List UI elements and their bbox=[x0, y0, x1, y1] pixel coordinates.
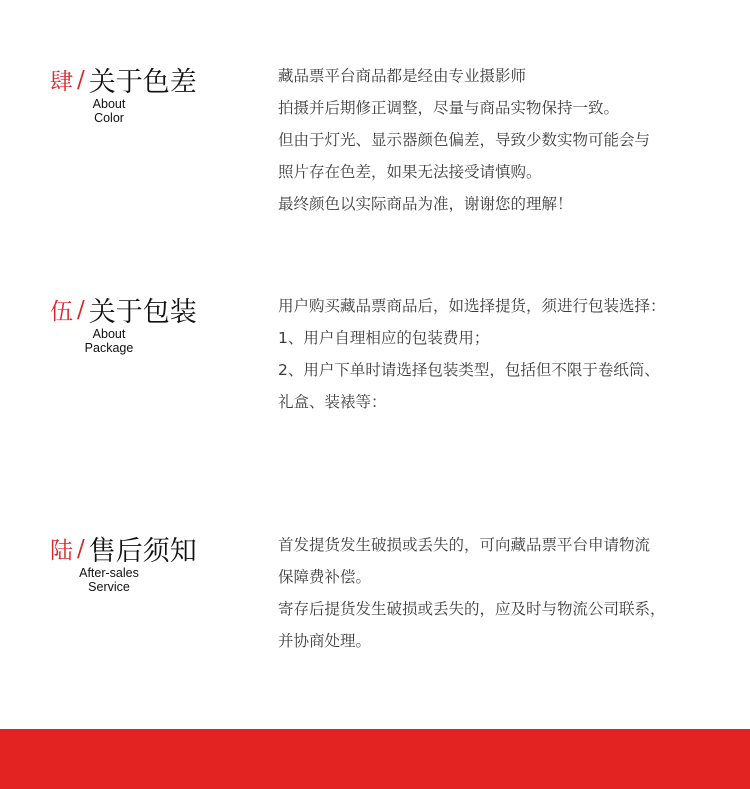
section-body bbox=[278, 529, 718, 657]
body-line: 2、用户下单时请选择包装类型，包括但不限于卷纸筒、 bbox=[278, 361, 660, 379]
footer-bar bbox=[0, 729, 750, 789]
section-subtitle bbox=[79, 97, 139, 125]
section-title: 售后须知 bbox=[88, 536, 197, 567]
section-body bbox=[278, 290, 718, 418]
body-line: 用户购买藏品票商品后，如选择提货，须进行包装选择： bbox=[278, 297, 666, 315]
subtitle-line: Service bbox=[88, 580, 130, 594]
body-line: 拍摄并后期修正调整，尽量与商品实物保持一致。 bbox=[278, 99, 620, 117]
section-number: 伍 bbox=[50, 299, 73, 325]
body-line: 首发提货发生破损或丢失的，可向藏品票平台申请物流 bbox=[278, 536, 651, 554]
body-line: 藏品票平台商品都是经由专业摄影师 bbox=[278, 67, 527, 85]
body-line: 礼盒、装裱等： bbox=[278, 393, 387, 411]
body-line: 并协商处理。 bbox=[278, 632, 372, 650]
body-line: 最终颜色以实际商品为准，谢谢您的理解！ bbox=[278, 195, 573, 213]
subtitle-line: After-sales bbox=[79, 566, 139, 580]
body-line: 但由于灯光、显示器颜色偏差，导致少数实物可能会与 bbox=[278, 131, 651, 149]
body-line: 保障费补偿。 bbox=[278, 568, 372, 586]
section-heading bbox=[50, 290, 197, 330]
section-body bbox=[278, 60, 718, 220]
heading-slash: / bbox=[77, 66, 85, 93]
section-heading bbox=[50, 529, 197, 569]
section-title: 关于色差 bbox=[88, 67, 197, 98]
body-line: 照片存在色差，如果无法接受请慎购。 bbox=[278, 163, 542, 181]
body-line: 1、用户自理相应的包装费用； bbox=[278, 329, 490, 347]
subtitle-line: About bbox=[92, 97, 126, 111]
section-number: 陆 bbox=[50, 538, 73, 564]
section-subtitle bbox=[79, 566, 139, 594]
heading-slash: / bbox=[77, 296, 85, 323]
section-title: 关于包装 bbox=[88, 297, 197, 328]
section-heading bbox=[50, 60, 197, 100]
section-number: 肆 bbox=[50, 69, 73, 95]
subtitle-line: About bbox=[92, 327, 126, 341]
heading-slash: / bbox=[77, 535, 85, 562]
section-subtitle bbox=[79, 327, 139, 355]
subtitle-line: Color bbox=[94, 111, 124, 125]
subtitle-line: Package bbox=[84, 341, 134, 355]
body-line: 寄存后提货发生破损或丢失的，应及时与物流公司联系， bbox=[278, 600, 666, 618]
